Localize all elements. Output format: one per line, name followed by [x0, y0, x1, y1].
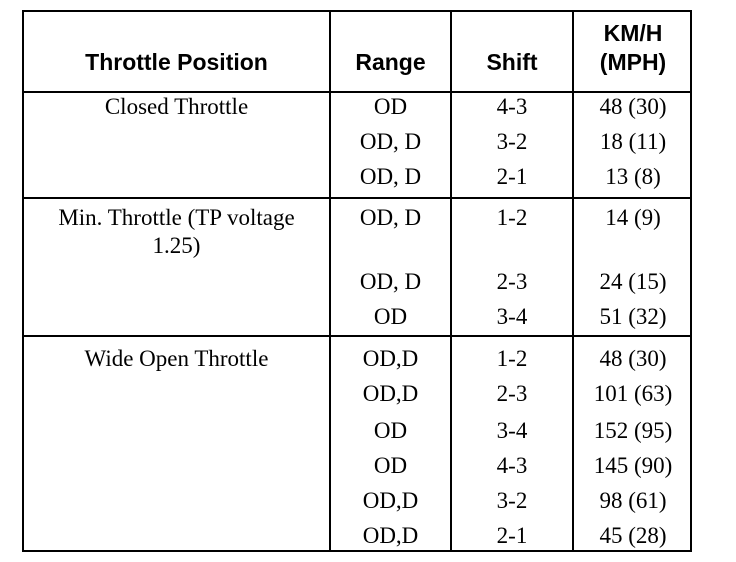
range-cell: OD,D [362, 346, 419, 371]
shift-cell: 3-4 [496, 418, 528, 443]
header-shift: Shift [486, 49, 538, 75]
shift-cell: 2-1 [496, 523, 528, 548]
shift-cell: 3-2 [496, 488, 528, 513]
header-mph: (MPH) [599, 49, 667, 75]
shift-cell: 3-2 [496, 129, 528, 154]
shift-cell: 1-2 [496, 346, 528, 371]
group-divider [24, 197, 690, 199]
speed-cell: 14 (9) [605, 205, 661, 230]
header-range: Range [355, 49, 426, 75]
shift-cell: 1-2 [496, 205, 528, 230]
speed-cell: 48 (30) [599, 346, 667, 371]
speed-cell: 24 (15) [599, 269, 667, 294]
speed-cell: 18 (11) [599, 129, 667, 154]
range-cell: OD, D [359, 129, 422, 154]
shift-cell: 2-1 [496, 164, 528, 189]
range-cell: OD [373, 94, 408, 119]
shift-cell: 2-3 [496, 269, 528, 294]
speed-cell: 152 (95) [593, 418, 673, 443]
speed-cell: 98 (61) [599, 488, 667, 513]
range-cell: OD,D [362, 488, 419, 513]
header-throttle-position: Throttle Position [85, 49, 268, 75]
range-cell: OD, D [359, 164, 422, 189]
shift-cell: 4-3 [496, 453, 528, 478]
speed-cell: 145 (90) [593, 453, 673, 478]
range-cell: OD [373, 304, 408, 329]
shift-cell: 4-3 [496, 94, 528, 119]
header-kmh: KM/H [603, 20, 663, 46]
range-cell: OD,D [362, 523, 419, 548]
shift-speed-table [22, 10, 692, 552]
speed-cell: 101 (63) [593, 381, 673, 406]
throttle-label: Closed Throttle [104, 94, 249, 119]
range-cell: OD,D [362, 381, 419, 406]
shift-cell: 2-3 [496, 381, 528, 406]
throttle-label: Wide Open Throttle [84, 346, 269, 371]
speed-cell: 45 (28) [599, 523, 667, 548]
throttle-label: Min. Throttle (TP voltage [58, 205, 295, 230]
speed-cell: 51 (32) [599, 304, 667, 329]
shift-cell: 3-4 [496, 304, 528, 329]
speed-cell: 48 (30) [599, 94, 667, 119]
range-cell: OD, D [359, 269, 422, 294]
throttle-label: 1.25) [152, 233, 201, 258]
speed-cell: 13 (8) [605, 164, 661, 189]
range-cell: OD [373, 418, 408, 443]
range-cell: OD, D [359, 205, 422, 230]
range-cell: OD [373, 453, 408, 478]
group-divider [24, 335, 690, 337]
